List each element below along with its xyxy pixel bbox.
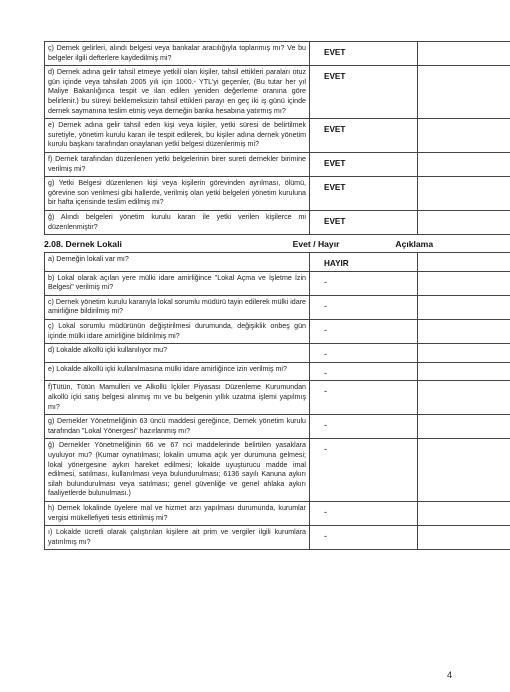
table-row — [45, 526, 510, 550]
answer-cell: - — [310, 320, 418, 344]
section-title: 2.08. Dernek Lokali — [44, 239, 122, 250]
table-row — [45, 210, 510, 234]
answer-cell: - — [310, 381, 418, 415]
description-column-header: Açıklama — [395, 239, 434, 250]
question-cell: d) Lokalde alkollü içki kullanılıyor mu? — [45, 344, 310, 363]
table-row — [45, 177, 510, 211]
description-cell — [418, 42, 510, 66]
table-row — [45, 320, 510, 344]
question-cell: ç) Lokal sorumlu müdürünün değiştirilmesi durumunda, değişiklik onbeş gün içinde mülki idare amirliğine bildirilmiş mi? — [45, 320, 310, 344]
description-cell — [418, 177, 510, 211]
table-row — [45, 295, 510, 319]
description-cell — [418, 381, 510, 415]
answer-cell: - — [310, 344, 418, 363]
question-cell: e) Lokalde alkollü içki kullanılmasına mülki idare amirliğince izin verilmiş mi? — [45, 362, 310, 381]
table-row — [45, 501, 510, 525]
question-cell: c) Dernek yönetim kurulu kararıyla lokal sorumlu müdürü tayin edilerek mülki idare amirliğine bildirilmiş mi? — [45, 295, 310, 319]
description-cell — [418, 119, 510, 153]
answer-column-header: Evet / Hayır — [292, 239, 340, 250]
question-cell: h) Dernek lokalinde üyelere mal ve hizmet arzı yapılması durumunda, kurumlar vergisi mükellefiyeti tesis ettirilmiş mi? — [45, 501, 310, 525]
description-cell — [418, 320, 510, 344]
question-cell: ğ) Alındı belgeleri yönetim kurulu kararı ile yetki verilen kişilerce mi düzenlenmiştir? — [45, 210, 310, 234]
description-cell — [418, 344, 510, 363]
table-row — [45, 344, 510, 363]
description-cell — [418, 439, 510, 502]
answer-cell: - — [310, 415, 418, 439]
answer-cell: HAYIR — [310, 253, 418, 272]
description-cell — [418, 66, 510, 119]
answer-cell: EVET — [310, 42, 418, 66]
answer-cell: EVET — [310, 177, 418, 211]
question-cell: g) Dernekler Yönetmeliğinin 63 üncü maddesi gereğince, Dernek yönetim kurulu tarafından "Lokal Yönergesi" hazırlanmış mı? — [45, 415, 310, 439]
question-cell: b) Lokal olarak açılan yere mülki idare amirliğince "Lokal Açma ve İşletme İzin Belgesi" verilmiş mi? — [45, 271, 310, 295]
description-cell — [418, 295, 510, 319]
table-row — [45, 253, 510, 272]
description-cell — [418, 415, 510, 439]
answer-cell: EVET — [310, 152, 418, 176]
table-row — [45, 271, 510, 295]
description-cell — [418, 152, 510, 176]
audit-table-lokal — [44, 252, 510, 550]
answer-cell: - — [310, 362, 418, 381]
answer-cell: - — [310, 439, 418, 502]
question-cell: d) Dernek adına gelir tahsil etmeye yetkili olan kişiler, tahsil ettikleri paraları otuz gün içinde veya tahsilatı 2005 yılı için 1000.- YTL'yi geçenler, (Bu tutar her yıl Maliye Bakanlığınca tespit ve ilan edilen yeniden değerleme oranına göre belirlenir.) bu süreyi beklemeksizin tahsil ettikleri parayı en geç iki iş günü içinde dernek saymanına teslim etmiş veya derneğin banka hesabına yatırmış mı? — [45, 66, 310, 119]
table-row — [45, 381, 510, 415]
question-cell: f) Dernek tarafından düzenlenen yetki belgelerinin birer sureti dernekler birimine verilmiş mi? — [45, 152, 310, 176]
answer-cell: - — [310, 295, 418, 319]
answer-cell: EVET — [310, 66, 418, 119]
page-number: 4 — [447, 670, 453, 680]
table-row — [45, 66, 510, 119]
description-cell — [418, 501, 510, 525]
audit-table-top — [44, 41, 510, 235]
answer-cell: - — [310, 271, 418, 295]
question-cell: ğ) Dernekler Yönetmeliğinin 66 ve 67 nci maddelerinde belirtilen yasaklara uyuluyor mu? (Kumar oynatılması; lokalin umuma açık yer durumuna gelmesi; lokal yönergesine aykırı hareket edilmesi; lokalde uyuşturucu madde imal edilmesi, satılması, kullanılması veya bulundurulması; 6136 sayılı Kanuna aykırı silah bulundurulması veya satılması; genel güvenliğe ve genel ahlaka aykırı faaliyetlerde bulunulması.) — [45, 439, 310, 502]
table-row — [45, 42, 510, 66]
question-cell: ç) Dernek gelirleri, alındı belgesi veya bankalar aracılığıyla toplanmış mı? Ve bu belgeler ilgili defterlere kaydedilmiş mi? — [45, 42, 310, 66]
table-row — [45, 415, 510, 439]
question-cell: ı) Lokalde ücretli olarak çalıştırılan kişilere ait prim ve vergiler ilgili kurumlara yatırılmış mı? — [45, 526, 310, 550]
question-cell: f)Tütün, Tütün Mamulleri ve Alkollü İçkiler Piyasası Düzenleme Kurumundan alkollü içki satış belgesi alınmış mı ve bu belgenin yıllık uzatma işlemi yapılmış mı? — [45, 381, 310, 415]
description-cell — [418, 526, 510, 550]
answer-cell: - — [310, 526, 418, 550]
answer-cell: EVET — [310, 119, 418, 153]
description-cell — [418, 362, 510, 381]
answer-cell: EVET — [310, 210, 418, 234]
document-page — [44, 41, 484, 550]
answer-cell: - — [310, 501, 418, 525]
question-cell: e) Dernek adına gelir tahsil eden kişi veya kişiler, yetki süresi de belirtilmek suretiyle, yönetim kurulu kararı ile tespit edilerek, bu kişiler adına dernek yönetim kurulu başkanı tarafından onaylanan yetki belgesi düzenlenmiş mi? — [45, 119, 310, 153]
table-row — [45, 439, 510, 502]
description-cell — [418, 210, 510, 234]
section-header — [44, 239, 484, 249]
description-cell — [418, 253, 510, 272]
question-cell: g) Yetki Belgesi düzenlenen kişi veya kişilerin görevinden ayrılması, ölümü, görevine son verilmesi gibi hallerde, verilmiş olan yetki belgeleri yönetim kuruluna bir hafta içerisinde teslim edilmiş mi? — [45, 177, 310, 211]
table-row — [45, 362, 510, 381]
table-row — [45, 119, 510, 153]
table-row — [45, 152, 510, 176]
question-cell: a) Derneğin lokali var mı? — [45, 253, 310, 272]
description-cell — [418, 271, 510, 295]
